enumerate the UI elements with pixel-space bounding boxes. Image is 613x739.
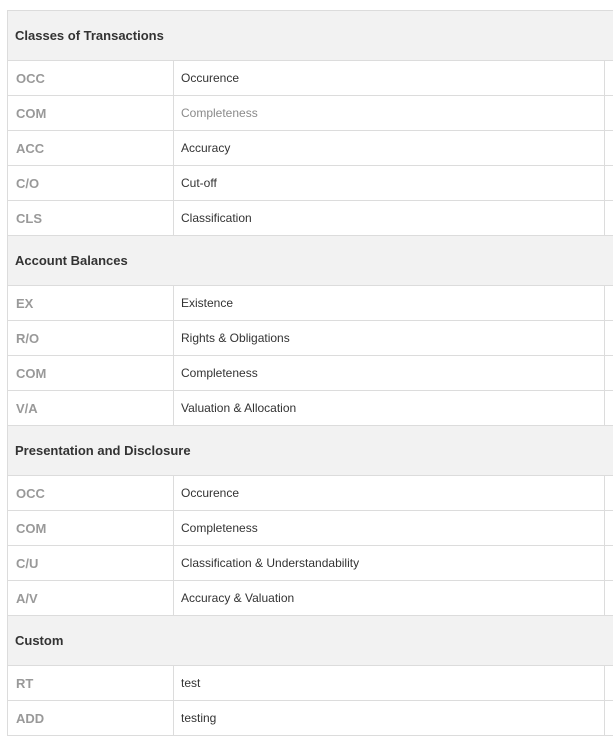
table-row[interactable] [8,701,613,736]
row-extra-cell [605,391,613,425]
row-extra-cell [605,286,613,320]
row-extra-cell [605,321,613,355]
table-row[interactable] [8,321,613,356]
group-account-balances [8,236,613,426]
assertion-code: A/V [8,581,174,615]
table-row[interactable] [8,546,613,581]
table-row[interactable] [8,166,613,201]
group-header: Classes of Transactions [8,11,613,61]
row-extra-cell [605,166,613,200]
group-header: Custom [8,616,613,666]
assertion-code: CLS [8,201,174,235]
assertion-name: Completeness [174,511,605,545]
assertion-code: C/O [8,166,174,200]
assertion-code: R/O [8,321,174,355]
assertions-table [7,10,613,736]
assertion-name: Accuracy & Valuation [174,581,605,615]
row-extra-cell [605,701,613,735]
assertion-name: Completeness [174,356,605,390]
assertion-code: OCC [8,476,174,510]
assertion-name: Accuracy [174,131,605,165]
table-row[interactable] [8,201,613,236]
assertion-code: COM [8,356,174,390]
assertion-name: Valuation & Allocation [174,391,605,425]
table-row[interactable] [8,61,613,96]
row-extra-cell [605,511,613,545]
assertion-name: Existence [174,286,605,320]
row-extra-cell [605,581,613,615]
table-row[interactable] [8,131,613,166]
assertion-code: COM [8,511,174,545]
group-header: Account Balances [8,236,613,286]
row-extra-cell [605,131,613,165]
assertion-name: testing [174,701,605,735]
assertion-name: Classification & Understandability [174,546,605,580]
assertion-name: Occurence [174,61,605,95]
row-extra-cell [605,61,613,95]
group-header: Presentation and Disclosure [8,426,613,476]
assertion-code: C/U [8,546,174,580]
table-row[interactable] [8,666,613,701]
row-extra-cell [605,476,613,510]
assertion-name: Rights & Obligations [174,321,605,355]
table-row[interactable] [8,356,613,391]
row-extra-cell [605,666,613,700]
assertion-code: RT [8,666,174,700]
assertion-code: OCC [8,61,174,95]
row-extra-cell [605,546,613,580]
row-extra-cell [605,201,613,235]
assertion-name: Occurence [174,476,605,510]
assertion-code: ACC [8,131,174,165]
table-row[interactable] [8,476,613,511]
table-row[interactable] [8,511,613,546]
assertion-name: Classification [174,201,605,235]
group-presentation-and-disclosure [8,426,613,616]
table-row[interactable] [8,391,613,426]
group-classes-of-transactions [8,11,613,236]
assertion-name: Cut-off [174,166,605,200]
assertion-code: V/A [8,391,174,425]
assertion-code: COM [8,96,174,130]
row-extra-cell [605,96,613,130]
assertion-code: ADD [8,701,174,735]
table-row[interactable] [8,581,613,616]
table-row[interactable] [8,286,613,321]
assertion-name: test [174,666,605,700]
assertion-code: EX [8,286,174,320]
group-custom [8,616,613,736]
table-row[interactable] [8,96,613,131]
assertion-name: Completeness [174,96,605,130]
row-extra-cell [605,356,613,390]
